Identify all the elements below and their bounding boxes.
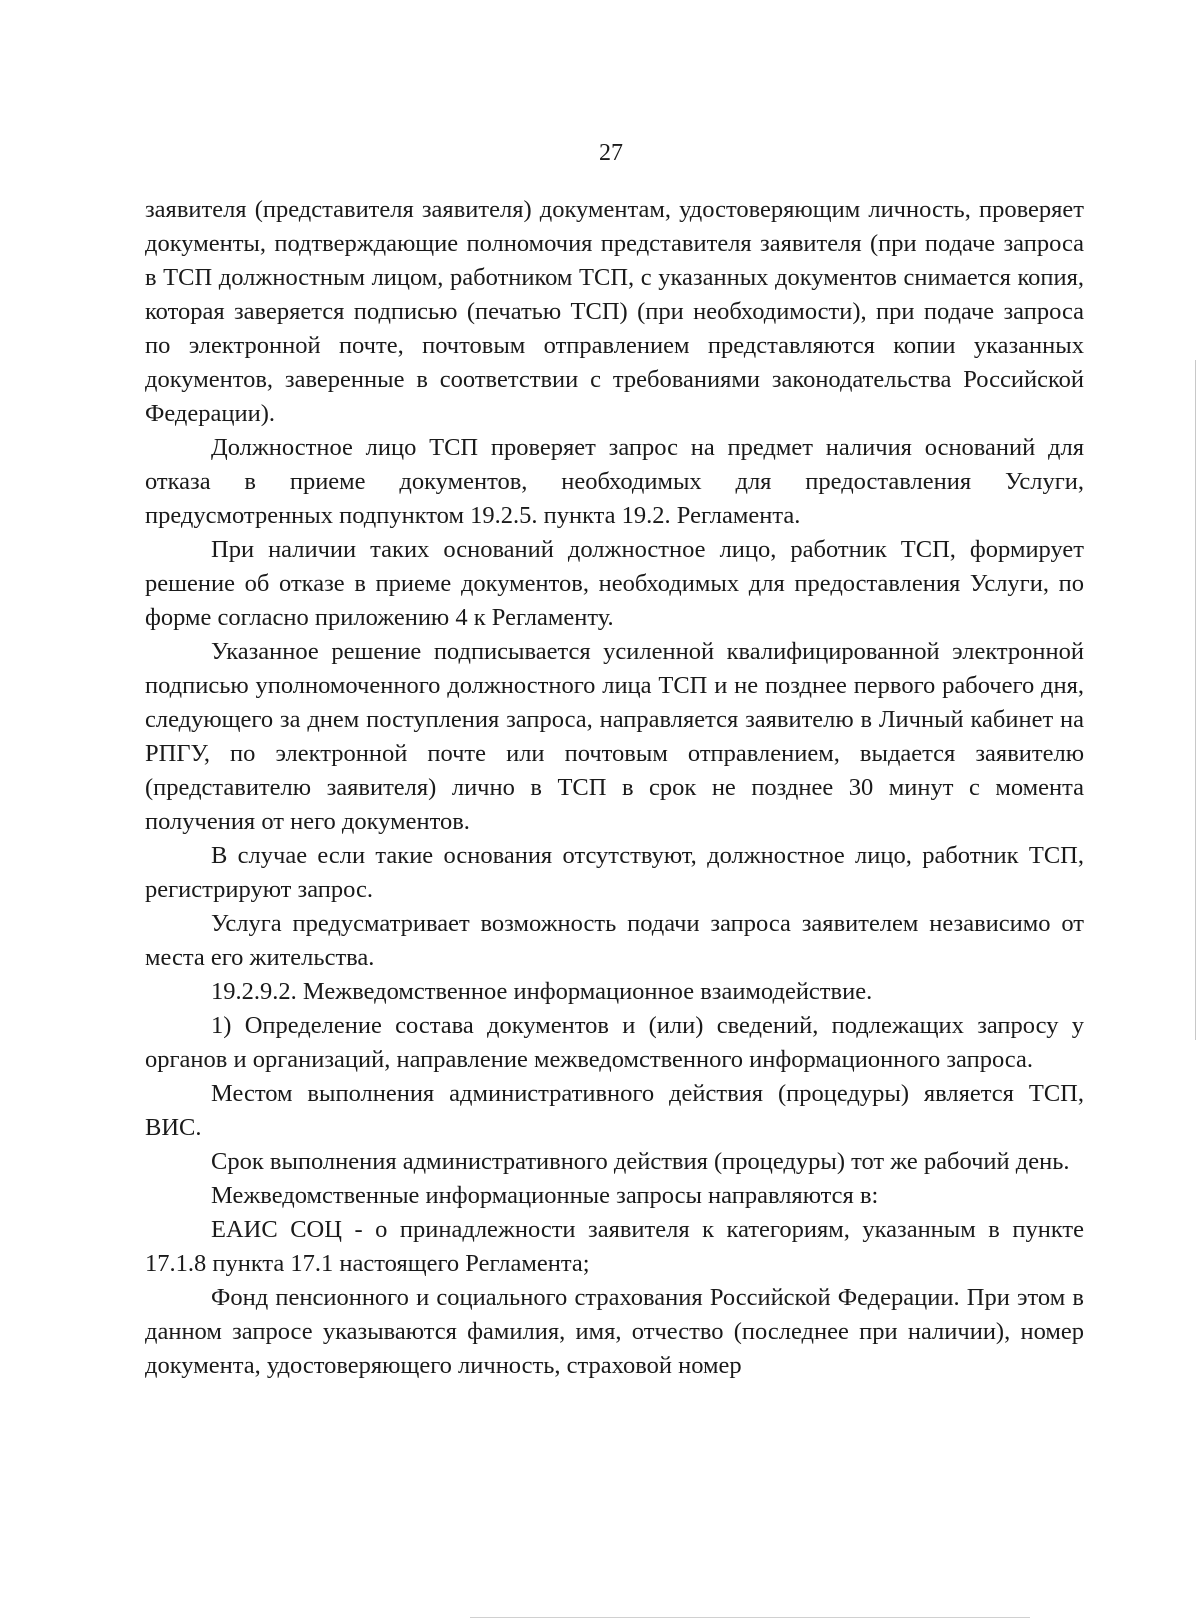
paragraph: Фонд пенсионного и социального страхования Российской Федерации. При этом в данном запросе указываются фамилия, имя, отчество (последнее при наличии), номер документа, удостоверяющего личность, страховой номер (145, 1284, 1084, 1379)
paragraph: Межведомственные информационные запросы направляются в: (211, 1182, 879, 1209)
paragraph: Услуга предусматривает возможность подачи запроса заявителем независимо от места его жительства. (145, 910, 1084, 971)
paragraph: Указанное решение подписывается усиленной квалифицированной электронной подписью уполномоченного должностного лица ТСП и не позднее первого рабочего дня, следующего за днем поступления запроса, направляется заявителю в Личный кабинет на РПГУ, по электронной почте или почтовым отправлением, выдается заявителю (представителю заявителя) лично в ТСП в срок не позднее 30 минут с момента получения от него документов. (145, 638, 1084, 835)
scan-edge-line (470, 1617, 1030, 1618)
paragraph: 1) Определение состава документов и (или) сведений, подлежащих запросу у органов и организаций, направление межведомственного информационного запроса. (145, 1012, 1084, 1073)
paragraph: В случае если такие основания отсутствуют, должностное лицо, работник ТСП, регистрируют запрос. (145, 842, 1084, 903)
page-number: 27 (599, 140, 623, 166)
paragraph: Местом выполнения административного действия (процедуры) является ТСП, ВИС. (145, 1080, 1084, 1141)
paragraph: заявителя (представителя заявителя) документам, удостоверяющим личность, проверяет документы, подтверждающие полномочия представителя заявителя (при подаче запроса в ТСП должностным лицом, работником ТСП, с указанных документов снимается копия, которая заверяется подписью (печатью ТСП) (при необходимости), при подаче запроса по электронной почте, почтовым отправлением представляются копии указанных документов, заверенные в соответствии с требованиями законодательства Российской Федерации). (145, 196, 1084, 427)
paragraph: При наличии таких оснований должностное лицо, работник ТСП, формирует решение об отказе в приеме документов, необходимых для предоставления Услуги, по форме согласно приложению 4 к Регламенту. (145, 536, 1084, 631)
paragraph: ЕАИС СОЦ - о принадлежности заявителя к категориям, указанным в пункте 17.1.8 пункта 17.1 настоящего Регламента; (145, 1216, 1084, 1277)
paragraph: Должностное лицо ТСП проверяет запрос на предмет наличия оснований для отказа в приеме документов, необходимых для предоставления Услуги, предусмотренных подпунктом 19.2.5. пункта 19.2. Регламента. (145, 434, 1084, 529)
document-body (145, 193, 1084, 1383)
paragraph: Срок выполнения административного действия (процедуры) тот же рабочий день. (211, 1148, 1070, 1175)
scan-edge-line (1195, 360, 1196, 1040)
section-heading: 19.2.9.2. Межведомственное информационное взаимодействие. (211, 978, 873, 1005)
